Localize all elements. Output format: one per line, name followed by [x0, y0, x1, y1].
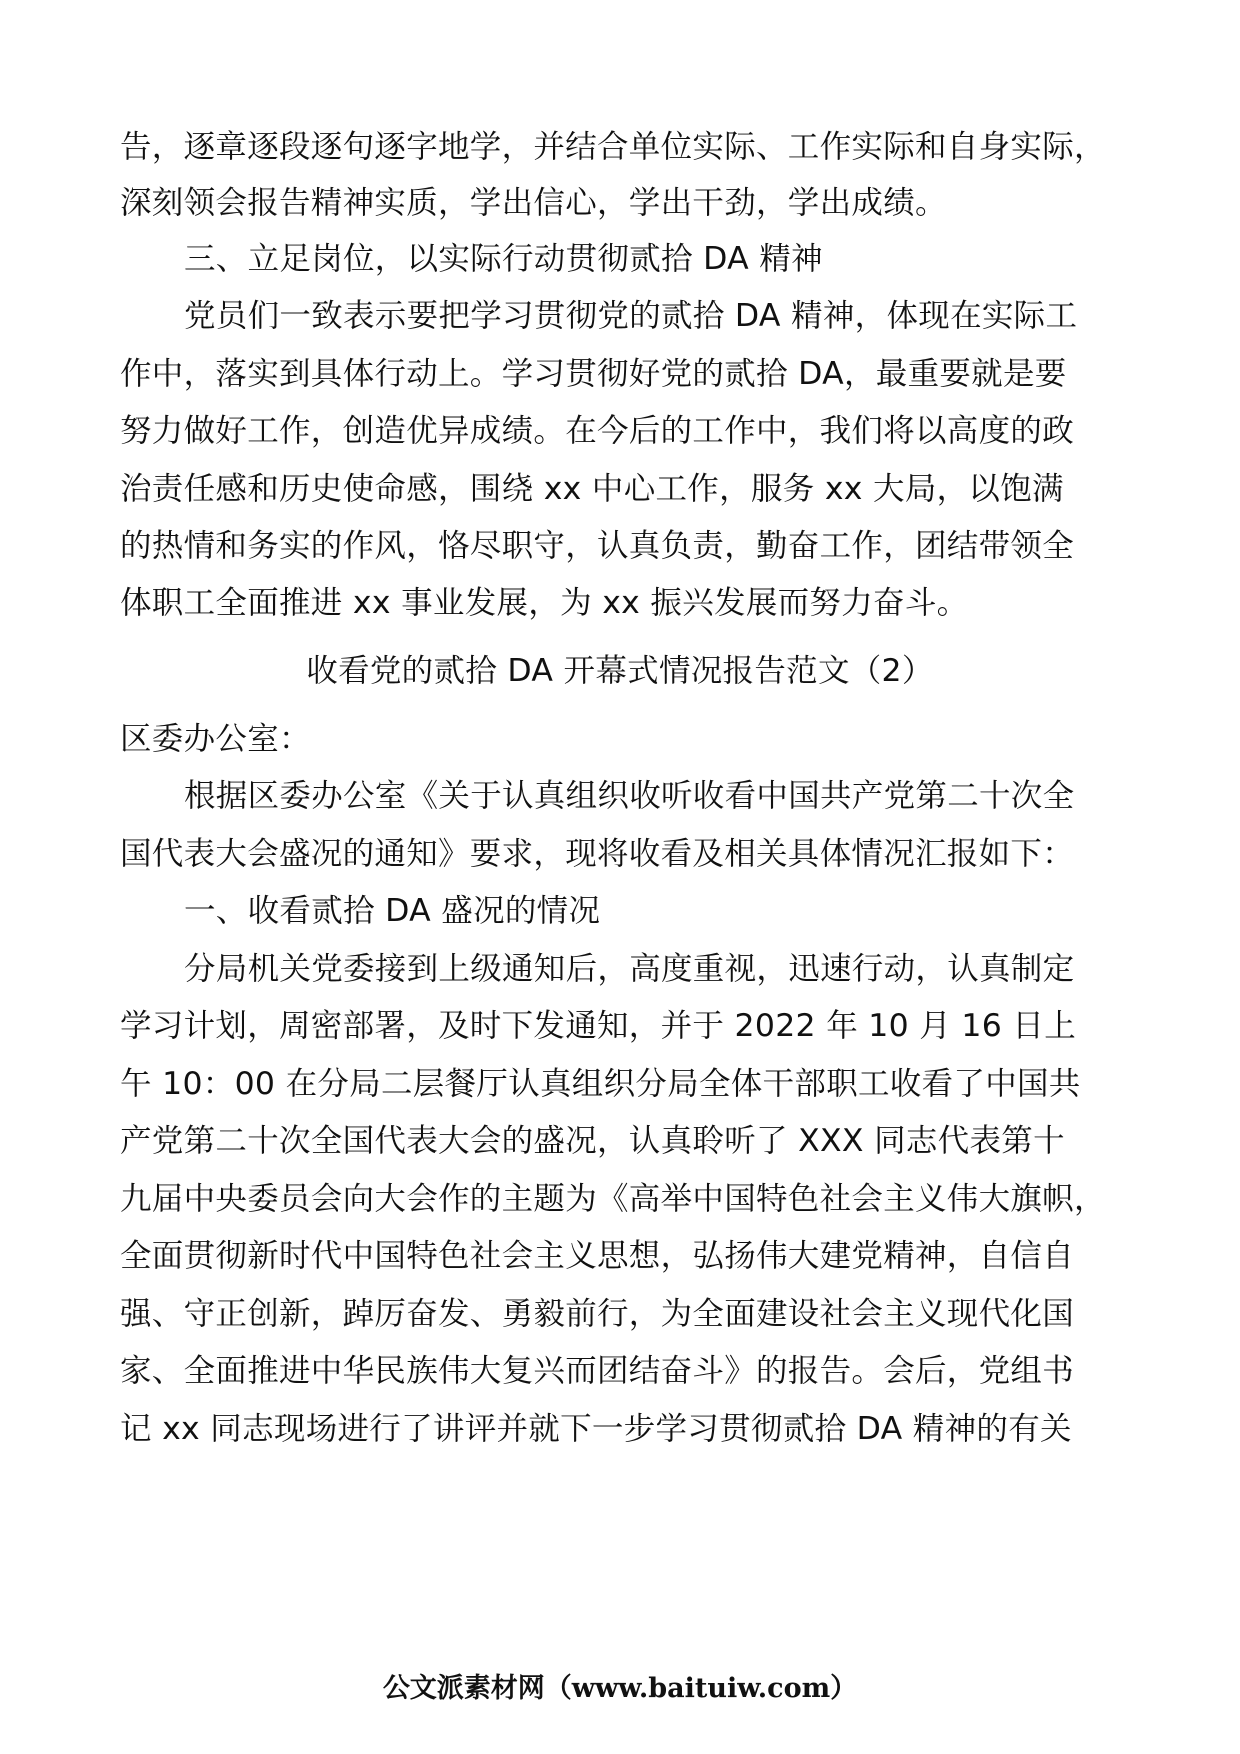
body-text-line: 国代表大会盛况的通知》要求，现将收看及相关具体情况汇报如下： [120, 836, 1075, 872]
section-heading: 一、收看贰拾 DA 盛况的情况 [184, 893, 601, 929]
footer-watermark: 公文派素材网（www.baituiw.com） [382, 1673, 858, 1704]
body-text-line: 的热情和务实的作风，恪尽职守，认真负责，勤奋工作，团结带领全 [120, 528, 1075, 564]
section-heading: 三、立足岗位，以实际行动贯彻贰拾 DA 精神 [184, 241, 823, 277]
body-text-line: 分局机关党委接到上级通知后，高度重视，迅速行动，认真制定 [184, 951, 1075, 987]
body-text-line: 深刻领会报告精神实质，学出信心，学出干劲，学出成绩。 [120, 185, 947, 221]
body-text-line: 根据区委办公室《关于认真组织收听收看中国共产党第二十次全 [184, 778, 1075, 814]
salutation: 区委办公室： [120, 721, 311, 757]
body-text-line: 家、全面推进中华民族伟大复兴而团结奋斗》的报告。会后，党组书 [120, 1353, 1075, 1389]
body-text-line: 九届中央委员会向大会作的主题为《高举中国特色社会主义伟大旗帜， [120, 1181, 1106, 1217]
body-text-line: 作中，落实到具体行动上。学习贯彻好党的贰拾 DA，最重要就是要 [120, 356, 1067, 392]
body-text-line: 全面贯彻新时代中国特色社会主义思想，弘扬伟大建党精神，自信自 [120, 1238, 1075, 1274]
body-text-line: 记 xx 同志现场进行了讲评并就下一步学习贯彻贰拾 DA 精神的有关 [120, 1411, 1072, 1447]
body-text-line: 产党第二十次全国代表大会的盛况，认真聆听了 XXX 同志代表第十 [120, 1123, 1065, 1159]
body-text-line: 体职工全面推进 xx 事业发展，为 xx 振兴发展而努力奋斗。 [120, 585, 969, 621]
body-text-line: 午 10：00 在分局二层餐厅认真组织分局全体干部职工收看了中国共 [120, 1066, 1081, 1102]
body-text-line: 努力做好工作，创造优异成绩。在今后的工作中，我们将以高度的政 [120, 413, 1075, 449]
body-text-line: 强、守正创新，踔厉奋发、勇毅前行，为全面建设社会主义现代化国 [120, 1296, 1075, 1332]
document-title: 收看党的贰拾 DA 开幕式情况报告范文（2） [306, 653, 934, 689]
body-text-line: 告，逐章逐段逐句逐字地学，并结合单位实际、工作实际和自身实际， [120, 129, 1106, 165]
body-text-line: 治责任感和历史使命感，围绕 xx 中心工作，服务 xx 大局，以饱满 [120, 471, 1064, 507]
body-text-line: 党员们一致表示要把学习贯彻党的贰拾 DA 精神，体现在实际工 [184, 298, 1078, 334]
body-text-line: 学习计划，周密部署，及时下发通知，并于 2022 年 10 月 16 日上 [120, 1008, 1077, 1044]
